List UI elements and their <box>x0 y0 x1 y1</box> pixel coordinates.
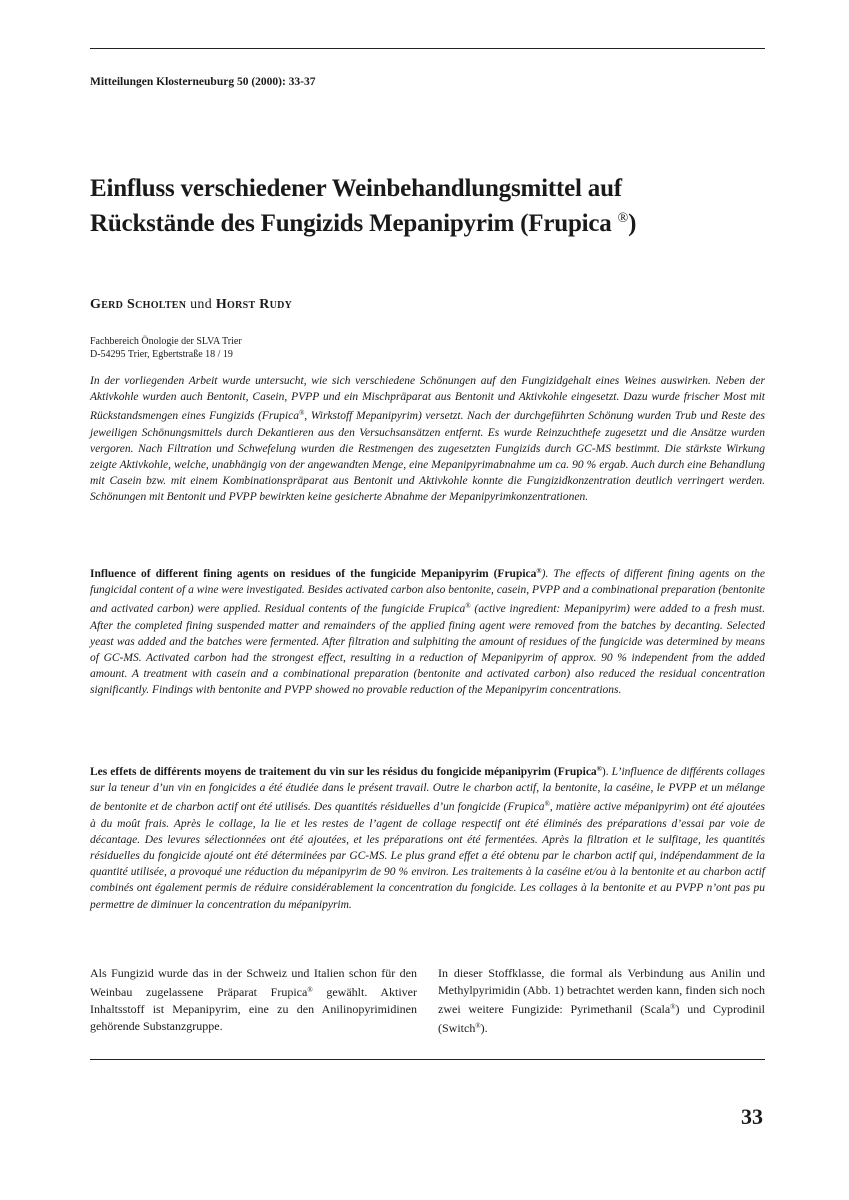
body-left-text-2: gewählt. Aktiver Inhaltsstoff ist Mepanipyrim, eine zu den Anilinopyrimidinen gehörende Substanzgruppe. <box>90 985 417 1033</box>
registered-mark: ® <box>307 986 313 994</box>
top-rule <box>90 48 765 49</box>
abstract-english-text-1: The effects of different fining agents on the fungicidal content of a wine were investigated. Besides activated carbon also bentonite, casein, PVPP and a combinational preparation (bentonite and activated carbon) were applied. Residual contents of the fungicide Frupica <box>90 568 765 616</box>
author-conjunction: und <box>190 297 212 312</box>
abstract-german <box>90 373 765 506</box>
abstract-french-heading-end: ). <box>601 766 609 778</box>
journal-citation: Mitteilungen Klosterneuburg 50 (2000): 33-37 <box>90 76 316 88</box>
registered-mark: ® <box>536 567 542 575</box>
title-close: ) <box>628 210 637 237</box>
body-left-text-1: Als Fungizid wurde das in der Schweiz und Italien schon für den Weinbau zugelassene Präparat Frupica <box>90 966 417 999</box>
abstract-english-text-2: (active ingredient: Mepanipyrim) were added to a fresh must. After the completed fining suspended matter and remainders of the applied fining agent were removed from the batches by decanting. Selected yeast was added and the batches were fermented. After filtration and sulphiting the amount of residues of the fungicide was determined by means of GC-MS. Activated carbon had the strongest effect, resulting in a reduction of Mepanipyrim of approx. 90 % independent from the added amount. A treatment with casein and a combinational preparation (bentonite and activated carbon) also reduced the residual concentration significantly. Findings with bentonite and PVPP showed no provable reduction of the Mepanipyrim concentrations. <box>90 603 765 697</box>
body-right-text-1: In dieser Stoffklasse, die formal als Verbindung aus Anilin und Methylpyrimidin (Abb. 1) betrachtet werden kann, finden sich noch zwei weitere Fungizide: Pyrimethanil (Scala <box>438 966 765 1016</box>
abstract-german-text-2: , Wirkstoff Mepanipyrim) versetzt. Nach der durchgeführten Schönung wurden Trub und Reste des jeweiligen Schönungsmittels durch Dekantieren aus den Versuchsansätzen entfernt. Es wurde Reinzuchthefe zugesetzt und die Ansätze wurden vergoren. Nach Filtration und Schwefelung wurden die Restmengen des zugesetzten Fungizids durch GC-MS bestimmt. Die stärkste Wirkung zeigte Aktivkohle, welche, unabhängig von der angewandten Menge, eine Mepanipyrimabnahme um ca. 90 % ergab. Auch durch eine Behandlung mit Casein bzw. mit einem Kombinationspräparat aus Bentonit und Aktivkohle konnte die Fungizidkonzentration deutlich verringert werden. Schönungen mit Bentonit und PVPP bewirkten keine gesicherte Abnahme der Mepanipyrimkonzentrationen. <box>90 410 765 504</box>
abstract-french <box>90 761 765 913</box>
title-line-2: Rückstände des Fungizids Mepanipyrim (Frupica <box>90 210 618 237</box>
author-1: Gerd Scholten <box>90 297 187 312</box>
abstract-english <box>90 563 765 699</box>
body-column-left <box>90 965 417 1035</box>
registered-mark: ® <box>465 602 471 611</box>
abstract-french-text-2: , matière active mépanipyrim) ont été ajoutées à du moût frais. Après le collage, la lie et les restes de l’agent de collage respectif ont été éliminés des préparations d’essai par voie de décantage. Des levures sélectionnées ont été ajoutées, et les préparations ont été fermentées. Après la filtration et le sulfitage, les quantités résiduelles du fongicide ajouté ont été déterminées par GC-MS. Le plus grand effet a été obtenu par le charbon actif qui, indépendamment de la quantité utilisée, a provoqué une réduction du mépanipyrim de 90 % environ. Les traitements à la caséine et/ou à la bentonite et au charbon actif combinés ont également permis de réduire considérablement la concentration du fongicide. Les collages à la bentonite et au PVPP n’ont pas pu permettre de diminuer la concentration du mépanipyrim. <box>90 801 765 911</box>
registered-mark: ® <box>670 1003 676 1011</box>
body-column-right <box>438 965 765 1037</box>
affiliation-line-2: D-54295 Trier, Egbertstraße 18 / 19 <box>90 349 233 360</box>
abstract-french-heading-text: Les effets de différents moyens de traitement du vin sur les résidus du fongicide mépanipyrim (Frupica <box>90 766 597 778</box>
abstract-french-text-1: L’influence de différents collages sur la teneur d’un vin en fongicides a été étudiée dans le présent travail. Outre le charbon actif, la bentonite, la caséine, le PVPP et un mélange de bentonite et de charbon actif ont été utilisés. Des quantités résiduelles d’un fongicide (Frupica <box>90 766 765 814</box>
page-number: 33 <box>741 1104 763 1129</box>
abstract-english-heading-end: ). <box>541 568 549 580</box>
abstract-english-heading <box>90 568 542 580</box>
registered-mark: ® <box>544 800 550 809</box>
abstract-french-body <box>90 766 765 911</box>
abstract-english-heading-text: Influence of different fining agents on residues of the fungicide Mepanipyrim (Frupica <box>90 568 537 580</box>
body-right-text-2: ) und Cyprodinil (Switch <box>438 1002 765 1035</box>
registered-mark: ® <box>475 1022 481 1030</box>
body-right-text-3: ). <box>480 1021 488 1035</box>
authors <box>90 297 292 313</box>
affiliation-line-1: Fachbereich Önologie der SLVA Trier <box>90 336 242 347</box>
bottom-rule <box>90 1059 765 1060</box>
author-2: Horst Rudy <box>215 297 293 312</box>
title-line-1: Einfluss verschiedener Weinbehandlungsmittel auf <box>90 175 622 202</box>
affiliation <box>90 335 242 361</box>
article-title <box>90 174 770 239</box>
registered-mark: ® <box>617 211 629 226</box>
registered-mark: ® <box>298 409 305 418</box>
abstract-german-text-1: In der vorliegenden Arbeit wurde untersucht, wie sich verschiedene Schönungen auf den Fungizidgehalt eines Weines auswirken. Neben der Aktivkohle wurden auch Bentonit, Casein, PVPP und ein Mischpräparat aus Bentonit und Aktivkohle eingesetzt. Dazu wurde frischer Most mit Rückstandsmengen eines Fungizids (Frupica <box>90 375 765 423</box>
registered-mark: ® <box>596 765 602 773</box>
abstract-french-heading <box>90 766 602 778</box>
